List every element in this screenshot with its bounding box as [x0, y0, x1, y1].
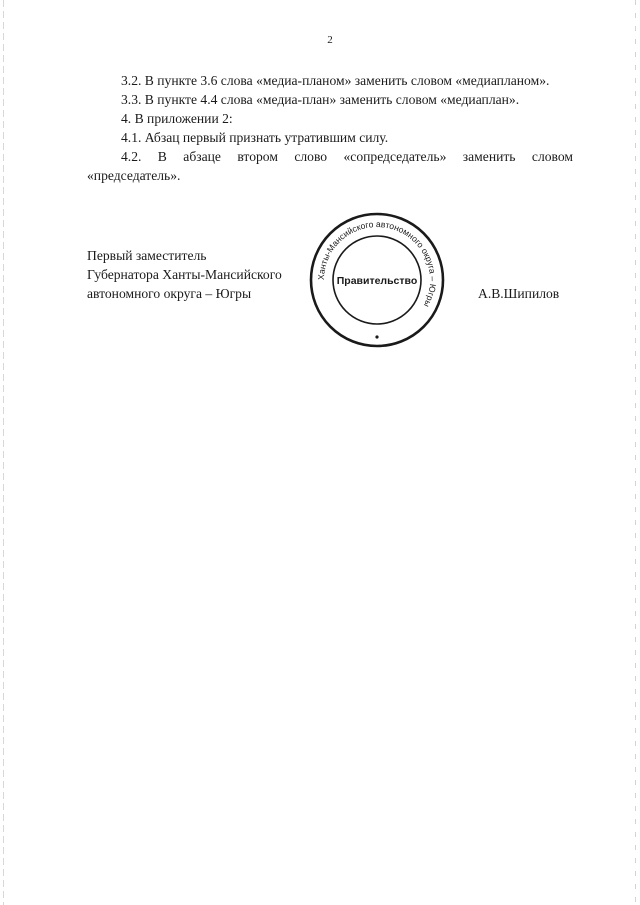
paragraph-3-3: 3.3. В пункте 4.4 слова «медиа-план» заменить словом «медиаплан».	[121, 92, 520, 107]
paragraph-3-2: 3.2. В пункте 3.6 слова «медиа-планом» заменить словом «медиапланом».	[121, 73, 550, 88]
paragraph-4-2: 4.2. В абзаце втором слово «сопредседатель» заменить словом «председатель».	[87, 149, 573, 183]
signatory-name: А.В.Шипилов	[478, 286, 560, 301]
seal-ring-text-path: Ханты-Мансийского автономного округа – Югры	[315, 218, 439, 309]
signatory-title	[87, 246, 282, 303]
seal-center-text: Правительство	[336, 275, 418, 287]
signatory-title-line-1: Первый заместитель	[87, 248, 207, 263]
official-seal-stamp	[307, 211, 447, 349]
paragraph-4: 4. В приложении 2:	[121, 111, 233, 126]
paragraph-4-1: 4.1. Абзац первый признать утратившим силу.	[121, 130, 389, 145]
scan-edge-left	[3, 0, 4, 905]
scan-edge-right	[635, 0, 636, 905]
signatory-title-line-2: Губернатора Ханты-Мансийского	[87, 267, 282, 282]
signatory-title-line-3: автономного округа – Югры	[87, 286, 252, 301]
seal-ring-text	[316, 219, 438, 309]
seal-bottom-dot	[375, 335, 378, 338]
page-number: 2	[327, 34, 333, 46]
document-body	[87, 71, 573, 185]
